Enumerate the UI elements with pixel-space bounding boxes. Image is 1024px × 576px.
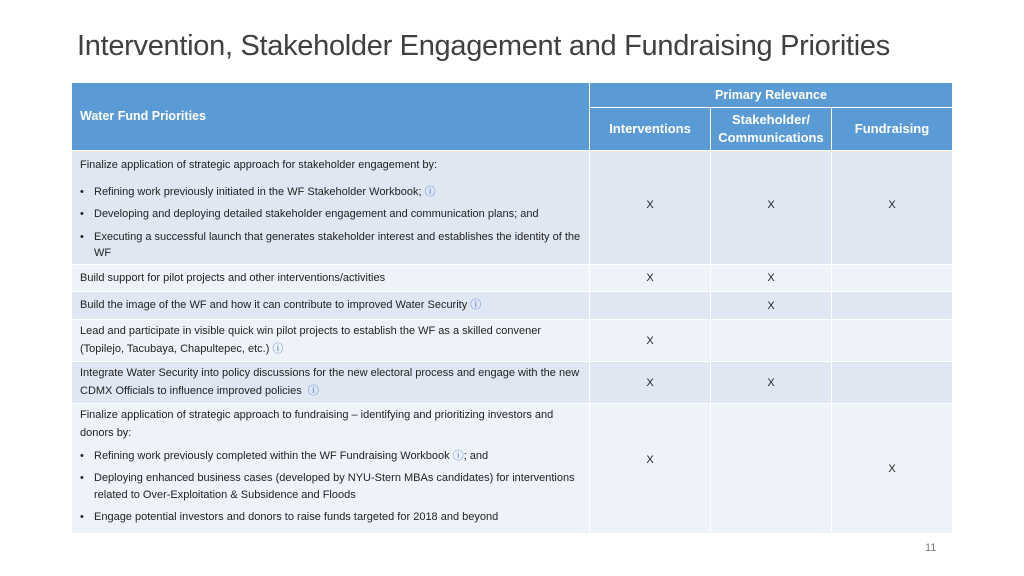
bullet-text: Developing and deploying detailed stakeholder engagement and communication plans; and — [94, 208, 539, 220]
fundraising-mark — [832, 265, 953, 292]
table-row — [72, 265, 590, 292]
list-item — [80, 470, 581, 505]
bullet-glyph: • — [80, 185, 84, 198]
row-intro: Finalize application of strategic approach to fundraising – identifying and prioritizing investors and donors by: — [80, 409, 554, 439]
header-fundraising: Fundraising — [832, 108, 953, 151]
fundraising-mark — [832, 320, 953, 362]
bullet-text: Executing a successful launch that generates stakeholder interest and establishes the identity of the WF — [94, 230, 581, 259]
list-item — [80, 206, 581, 223]
interventions-mark — [590, 292, 711, 320]
row-text: Lead and participate in visible quick win pilot projects to establish the WF as a skilled convener (Topilejo, Tacubaya, Chapultepec, etc.) — [80, 325, 542, 355]
info-icon[interactable]: ⓘ — [424, 185, 436, 198]
bullet-glyph: • — [80, 510, 84, 523]
table-row — [72, 151, 590, 265]
table-row — [72, 404, 590, 534]
bullet-text-tail: ; and — [463, 450, 489, 463]
bullet-text: Engage potential investors and donors to raise funds targeted for 2018 and beyond — [94, 510, 499, 523]
list-item — [80, 509, 581, 527]
fundraising-mark: X — [832, 151, 953, 265]
bullet-glyph: • — [80, 471, 84, 484]
interventions-mark: X — [590, 151, 711, 265]
bullet-glyph: • — [80, 208, 84, 220]
priorities-table — [72, 83, 953, 534]
list-item — [80, 184, 581, 201]
row-text: Build the image of the WF and how it can contribute to improved Water Security — [80, 299, 468, 311]
info-icon[interactable]: ⓘ — [470, 299, 482, 311]
interventions-mark: X — [590, 320, 711, 362]
row-text: Build support for pilot projects and other interventions/activities — [80, 272, 386, 284]
stakeholder-mark: X — [711, 362, 832, 404]
slide-title: Intervention, Stakeholder Engagement and Fundraising Priorities — [77, 30, 890, 62]
table-row — [72, 362, 590, 404]
stakeholder-mark — [711, 404, 832, 534]
bullet-text: Deploying enhanced business cases (developed by NYU-Stern MBAs candidates) for interventions related to Over-Exploitation & Subsidence and Floods — [94, 471, 575, 502]
interventions-mark: X — [590, 404, 711, 534]
stakeholder-mark: X — [711, 265, 832, 292]
list-item — [80, 448, 581, 466]
stakeholder-mark: X — [711, 151, 832, 265]
row-text: Integrate Water Security into policy discussions for the new electoral process and engage with the new CDMX Officials to influence improved policies — [80, 367, 580, 397]
table-row — [72, 320, 590, 362]
info-icon[interactable]: ⓘ — [272, 342, 284, 355]
fundraising-mark — [832, 362, 953, 404]
list-item — [80, 229, 581, 262]
fundraising-mark — [832, 292, 953, 320]
bullet-glyph: • — [80, 230, 84, 243]
info-icon[interactable]: ⓘ — [307, 384, 319, 397]
page-number: 11 — [925, 542, 937, 554]
bullet-text: Refining work previously initiated in the WF Stakeholder Workbook; — [94, 185, 422, 198]
header-interventions: Interventions — [590, 108, 711, 151]
stakeholder-mark — [711, 320, 832, 362]
header-primary-relevance: Primary Relevance — [590, 83, 953, 108]
info-icon[interactable]: ⓘ — [452, 450, 464, 463]
header-water-fund-priorities: Water Fund Priorities — [72, 83, 590, 151]
bullet-glyph: • — [80, 450, 84, 463]
row-intro: Finalize application of strategic approach for stakeholder engagement by: — [80, 159, 438, 171]
interventions-mark: X — [590, 265, 711, 292]
stakeholder-mark: X — [711, 292, 832, 320]
bullet-text: Refining work previously completed within the WF Fundraising Workbook — [94, 450, 450, 463]
header-stakeholder-communications: Stakeholder/ Communications — [711, 108, 832, 151]
fundraising-mark: X — [832, 404, 953, 534]
interventions-mark: X — [590, 362, 711, 404]
table-row — [72, 292, 590, 320]
